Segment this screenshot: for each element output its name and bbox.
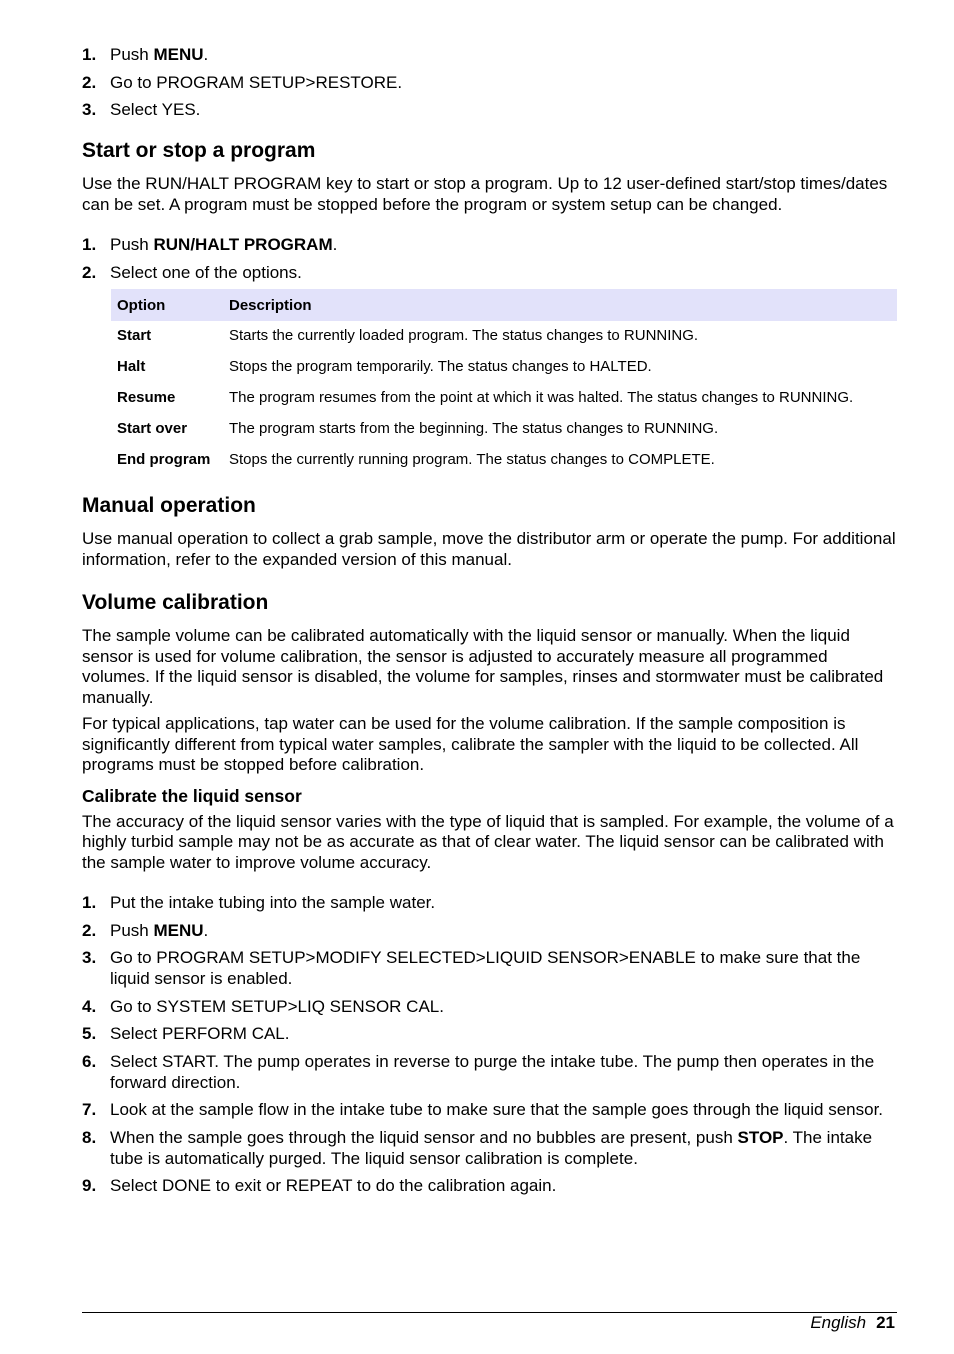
step-text-suffix: . (203, 45, 209, 64)
step-item (82, 262, 897, 283)
step-item (82, 1023, 897, 1044)
option-cell: Resume (117, 389, 176, 406)
step-key-label: RUN/HALT PROGRAM (153, 235, 333, 254)
manual-operation-text: Use manual operation to collect a grab sample, move the distributor arm or operate the pump. For additional information, refer to the expanded version of this manual. (82, 529, 896, 569)
step-number: 1. (82, 893, 97, 912)
description-cell: The program starts from the beginning. The status changes to RUNNING. (229, 420, 719, 437)
table-row (111, 414, 897, 445)
step-item (82, 1127, 897, 1169)
step-number: 8. (82, 1127, 97, 1147)
step-text: Select PERFORM CAL. (110, 1024, 290, 1043)
step-number: 5. (82, 1024, 97, 1043)
footer-language: English (810, 1313, 867, 1332)
step-text: Go to PROGRAM SETUP>MODIFY SELECTED>LIQUID SENSOR>ENABLE to make sure that the liquid sensor is enabled. (110, 948, 861, 988)
step-text: Select START. The pump operates in reverse to purge the intake tube. The pump then operates in the forward direction. (110, 1051, 875, 1092)
step-item (82, 1099, 897, 1120)
page-footer (82, 1312, 897, 1332)
step-number: 1. (82, 235, 97, 254)
step-text: Put the intake tubing into the sample water. (110, 893, 436, 912)
step-text: Go to PROGRAM SETUP>RESTORE. (110, 72, 403, 92)
step-number: 2. (82, 262, 97, 282)
step-number: 7. (82, 1100, 97, 1119)
step-text: Push (110, 920, 154, 940)
volume-calibration-para-2: For typical applications, tap water can be used for the volume calibration. If the sample composition is significantly different from typical water samples, calibrate the sampler with the liquid to be collected. All programs must be stopped before calibration. (82, 714, 859, 774)
step-item (82, 72, 897, 93)
step-item (82, 920, 897, 941)
start-stop-intro: Use the RUN/HALT PROGRAM key to start or stop a program. Up to 12 user-defined start/stop times/dates can be set. A program must be stopped before the program or system setup can be changed. (82, 174, 888, 214)
step-item (82, 996, 897, 1017)
option-cell: Halt (117, 358, 146, 375)
step-text: Select YES. (110, 100, 201, 119)
step-key-label: MENU (153, 45, 204, 64)
step-number: 3. (82, 100, 97, 119)
option-column-header: Option (111, 289, 223, 321)
step-text: Look at the sample flow in the intake tube to make sure that the sample goes through the liquid sensor. (110, 1100, 884, 1119)
step-number: 1. (82, 45, 97, 64)
table-header-row (111, 289, 897, 321)
table-row (111, 445, 897, 476)
liquid-sensor-heading: Calibrate the liquid sensor (82, 785, 302, 806)
step-item (82, 234, 897, 255)
restore-steps-list (82, 44, 897, 120)
step-number: 3. (82, 948, 97, 967)
options-table (111, 289, 897, 476)
step-item (82, 892, 897, 913)
step-text: When the sample goes through the liquid sensor and no bubbles are present, push (110, 1127, 738, 1147)
description-cell: The program resumes from the point at which it was halted. The status changes to RUNNING. (229, 389, 854, 406)
step-item (82, 947, 897, 989)
start-stop-steps-list (82, 234, 897, 283)
step-item (82, 1175, 897, 1196)
step-text-suffix: . (332, 235, 338, 254)
volume-calibration-heading: Volume calibration (82, 591, 269, 614)
liquid-sensor-intro: The accuracy of the liquid sensor varies with the type of liquid that is sampled. For example, the volume of a highly turbid sample may not be as accurate as that of clear water. The liquid sensor can be calibrated with the sample water to improve volume accuracy. (82, 811, 894, 872)
step-number: 9. (82, 1176, 97, 1195)
step-number: 6. (82, 1051, 97, 1071)
step-item (82, 99, 897, 120)
step-item (82, 1051, 897, 1093)
table-row (111, 352, 897, 383)
start-stop-heading: Start or stop a program (82, 139, 316, 162)
step-text: Select one of the options. (110, 262, 302, 282)
step-text-suffix: . (203, 920, 209, 940)
step-item (82, 44, 897, 65)
table-row (111, 321, 897, 352)
description-cell: Stops the program temporarily. The status changes to HALTED. (229, 358, 652, 375)
description-cell: Stops the currently running program. The status changes to COMPLETE. (229, 451, 715, 468)
step-text: Select DONE to exit or REPEAT to do the calibration again. (110, 1176, 557, 1195)
volume-calibration-para-1: The sample volume can be calibrated automatically with the liquid sensor or manually. When the liquid sensor is used for volume calibration, the sensor is adjusted to accurately measure all programmed volumes. If the liquid sensor is disabled, the volume for samples, rinses and stormwater must be calibrated manually. (82, 626, 884, 707)
description-column-header: Description (223, 289, 897, 321)
step-key-label: STOP (737, 1127, 784, 1147)
step-number: 2. (82, 920, 97, 940)
option-cell: End program (117, 451, 211, 468)
table-row (111, 383, 897, 414)
step-text: Push (110, 235, 154, 254)
step-text: Push (110, 45, 154, 64)
option-cell: Start (117, 327, 152, 344)
step-key-label: MENU (153, 920, 204, 940)
step-text: Go to SYSTEM SETUP>LIQ SENSOR CAL. (110, 996, 444, 1016)
step-number: 2. (82, 72, 97, 92)
page-content (82, 44, 897, 1203)
step-text-suffix: . The intake tube is automatically purged. The liquid sensor calibration is complete. (110, 1127, 873, 1168)
description-cell: Starts the currently loaded program. The status changes to RUNNING. (229, 327, 699, 344)
liquid-sensor-steps-list (82, 892, 897, 1196)
manual-operation-heading: Manual operation (82, 494, 256, 517)
option-cell: Start over (117, 420, 188, 437)
step-number: 4. (82, 996, 97, 1016)
page-number: 21 (876, 1313, 895, 1332)
